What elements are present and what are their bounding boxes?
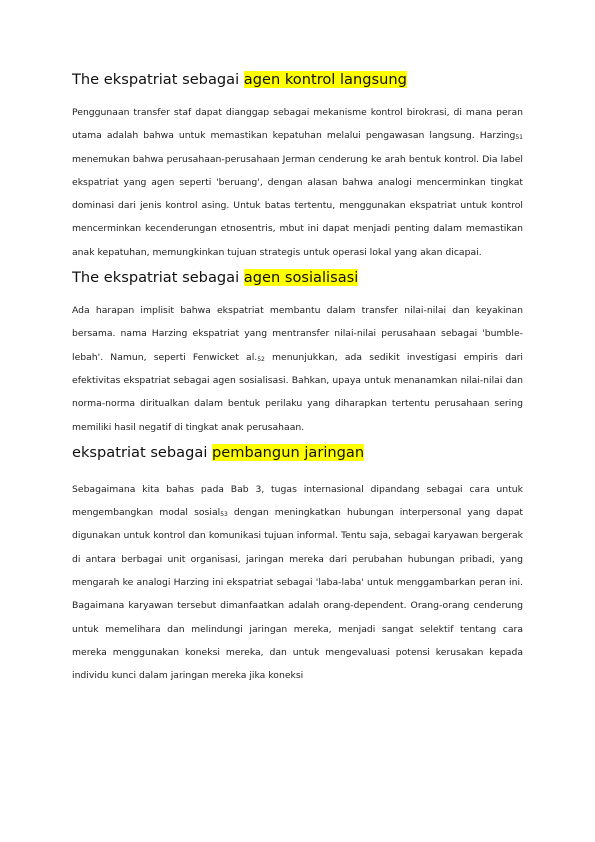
paragraph-text: menemukan bahwa perusahaan-perusahaan Jerman cenderung ke arah bentuk kontrol. Dia label ekspatriat yang agen seperti 'beruang', dengan alasan bahwa analogi mencerminkan tingkat dominasi dari jenis kontrol asing. Untuk batas tertentu, menggunakan ekspatriat untuk kontrol mencerminkan kecenderungan etnosentris, mbut ini dapat menjadi penting dalam memastikan anak kepatuhan, memungkinkan tujuan strategis untuk operasi lokal yang akan dicapai.	[72, 153, 523, 258]
paragraph-text: Penggunaan transfer staf dapat dianggap sebagai mekanisme kontrol birokrasi, di mana peran utama adalah bahwa untuk memastikan kepatuhan melalui pengawasan langsung. Harzing	[72, 107, 523, 142]
paragraph-text: Sebagaimana kita bahas pada Bab 3, tugas internasional dipandang sebagai cara untuk mengembangkan modal sosial	[72, 483, 523, 519]
paragraph-text: dengan meningkatkan hubungan interpersonal yang dapat digunakan untuk kontrol dan komunikasi tujuan informal. Tentu saja, sebagai karyawan bergerak di antara berbagai unit organisasi, jaringan mereka dari perubahan hubungan pribadi, yang mengarah ke analogi Harzing ini ekspatriat sebagai 'laba-laba' untuk menggambarkan peran ini. Bagaimana karyawan tersebut dimanfaatkan adalah orang-dependent. Orang-orang cenderung untuk memelihara dan melindungi jaringan mereka, menjadi sangat selektif tentang cara mereka menggunakan koneksi mereka, dan untuk mengevaluasi potensi kerusakan kepada individu kunci dalam jaringan mereka jika koneksi	[72, 507, 524, 682]
footnote-ref: 52	[257, 355, 265, 363]
paragraph-text: menunjukkan, ada sedikit investigasi empiris dari efektivitas ekspatriat sebagai agen sosialisasi. Bahkan, upaya untuk menanamkan nilai-nilai dan norma-norma diritualkan dalam bentuk perilaku yang diharapkan tertentu perusahaan sering memiliki hasil negatif di tingkat anak perusahaan.	[72, 351, 523, 433]
section-heading-network-builder	[72, 441, 523, 465]
heading-highlight: agen sosialisasi	[243, 269, 359, 287]
section-heading-socialization-agent	[72, 266, 523, 290]
section-paragraph-network-builder	[72, 478, 523, 688]
section-heading-control-agent	[72, 68, 523, 92]
heading-highlight: pembangun jaringan	[212, 443, 365, 461]
footnote-ref: 53	[220, 511, 228, 519]
section-paragraph-control-agent	[72, 101, 523, 264]
paragraph-text: Ada harapan implisit bahwa ekspatriat membantu dalam transfer nilai-nilai dan keyakinan bersama. nama Harzing ekspatriat yang mentransfer nilai-nilai perusahaan sebagai 'bumble-lebah'. Namun, seperti Fenwicket al.	[72, 305, 523, 363]
heading-text: ekspatriat sebagai	[72, 443, 213, 461]
heading-text: The ekspatriat sebagai	[72, 269, 244, 287]
heading-highlight: agen kontrol langsung	[243, 71, 407, 88]
section-paragraph-socialization-agent	[72, 299, 523, 439]
heading-text: The ekspatriat sebagai	[72, 71, 244, 88]
footnote-ref: 51	[515, 134, 523, 142]
